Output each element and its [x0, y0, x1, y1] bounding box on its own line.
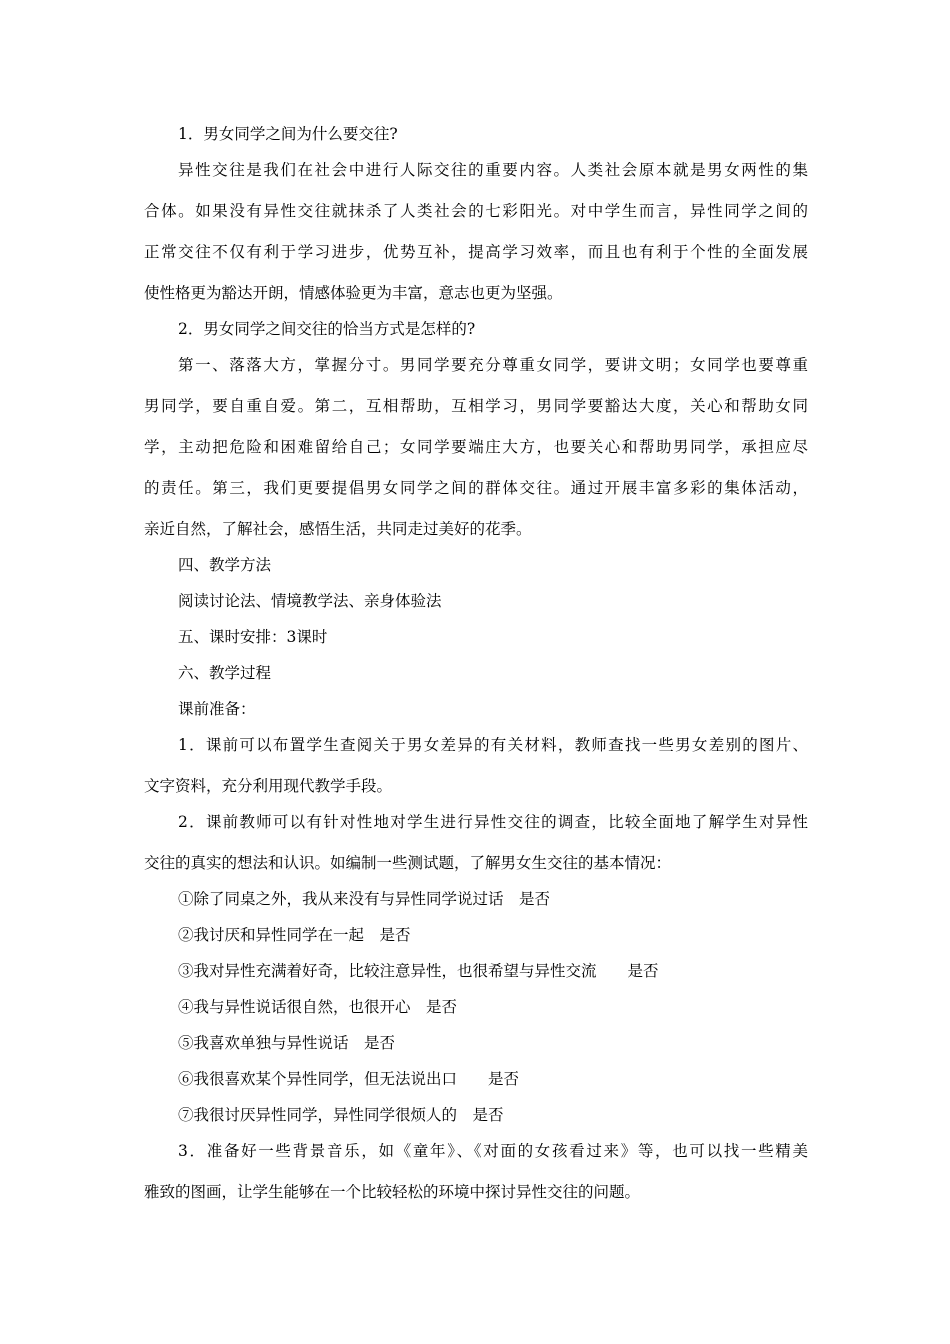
question-2-heading: 2．男女同学之间交往的恰当方式是怎样的? — [178, 320, 476, 338]
paragraph-line: 雅致的图画，让学生能够在一个比较轻松的环境中探讨异性交往的问题。 — [144, 1183, 641, 1201]
section-heading-teaching-methods: 四、教学方法 — [178, 556, 272, 574]
survey-item: ③我对异性充满着好奇，比较注意异性，也很希望与异性交流 是否 — [178, 962, 659, 980]
paragraph-line: 学，主动把危险和困难留给自己；女同学要端庄大方，也要关心和帮助男同学，承担应尽 — [144, 438, 808, 456]
paragraph-line: 文字资料，充分利用现代教学手段。 — [144, 777, 393, 795]
paragraph-line: 第一、落落大方，掌握分寸。男同学要充分尊重女同学，要讲文明；女同学也要尊重 — [178, 356, 808, 374]
paragraph-line: 使性格更为豁达开朗，情感体验更为丰富，意志也更为坚强。 — [144, 284, 563, 302]
survey-item: ④我与异性说话很自然，也很开心 是否 — [178, 998, 458, 1016]
survey-item: ⑦我很讨厌异性同学，异性同学很烦人的 是否 — [178, 1106, 504, 1124]
preparation-heading: 课前准备： — [178, 700, 256, 718]
paragraph-line: 交往的真实的想法和认识。如编制一些测试题，了解男女生交往的基本情况： — [144, 854, 672, 872]
paragraph-line: 正常交往不仅有利于学习进步，优势互补，提高学习效率，而且也有利于个性的全面发展 — [144, 243, 808, 261]
paragraph-line: 男同学，要自重自爱。第二，互相帮助，互相学习，男同学要豁达大度，关心和帮助女同 — [144, 397, 808, 415]
paragraph-line: 3．准备好一些背景音乐，如《童年》、《对面的女孩看过来》等，也可以找一些精美 — [178, 1142, 808, 1160]
survey-item: ①除了同桌之外，我从来没有与异性同学说过话 是否 — [178, 890, 551, 908]
section-heading-teaching-process: 六、教学过程 — [178, 664, 272, 682]
paragraph-line: 合体。如果没有异性交往就抹杀了人类社会的七彩阳光。对中学生而言，异性同学之间的 — [144, 202, 808, 220]
paragraph-line: 2．课前教师可以有针对性地对学生进行异性交往的调查，比较全面地了解学生对异性 — [178, 813, 808, 831]
question-1-heading: 1．男女同学之间为什么要交往? — [178, 125, 398, 143]
survey-item: ⑥我很喜欢某个异性同学，但无法说出口 是否 — [178, 1070, 520, 1088]
section-heading-schedule: 五、课时安排：3课时 — [178, 628, 328, 646]
paragraph-line: 1．课前可以布置学生查阅关于男女差异的有关材料，教师查找一些男女差别的图片、 — [178, 736, 808, 754]
teaching-methods-text: 阅读讨论法、情境教学法、亲身体验法 — [178, 592, 442, 610]
survey-item: ②我讨厌和异性同学在一起 是否 — [178, 926, 411, 944]
paragraph-line: 的责任。第三，我们更要提倡男女同学之间的群体交往。通过开展丰富多彩的集体活动， — [144, 479, 808, 497]
survey-item: ⑤我喜欢单独与异性说话 是否 — [178, 1034, 396, 1052]
paragraph-line: 亲近自然，了解社会，感悟生活，共同走过美好的花季。 — [144, 520, 532, 538]
document-page — [144, 124, 808, 1202]
paragraph-line: 异性交往是我们在社会中进行人际交往的重要内容。人类社会原本就是男女两性的集 — [178, 161, 808, 179]
